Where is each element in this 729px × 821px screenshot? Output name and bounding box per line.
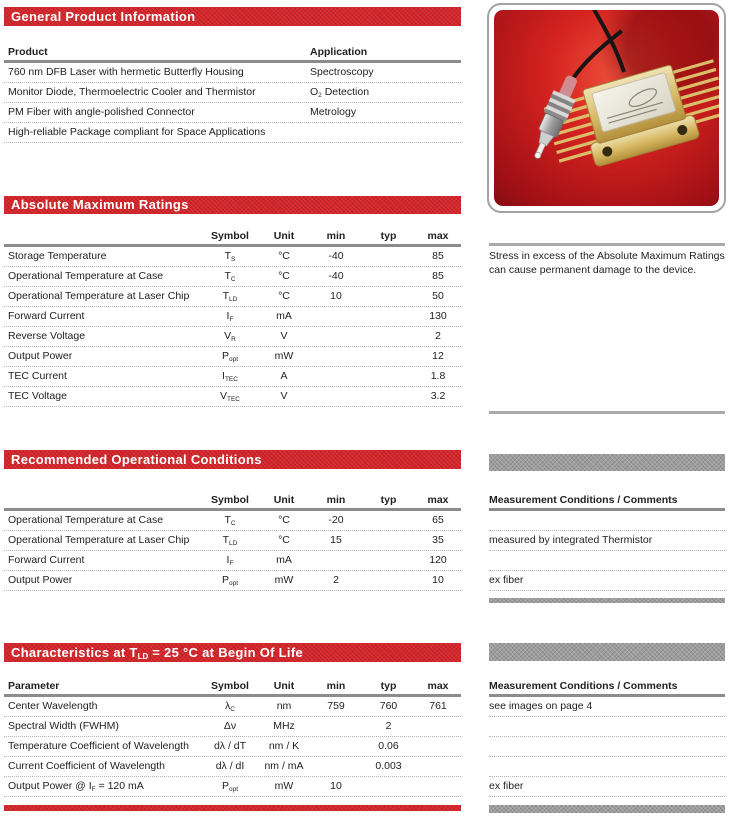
- symbol-cell: $V_R$: [224, 330, 236, 343]
- max-cell: 761: [429, 700, 447, 712]
- symbol-cell: Δν: [223, 720, 237, 732]
- comment-row: ex fiber: [489, 571, 725, 591]
- absolute-max-warning-note: Stress in excess of the Absolute Maximum Ratings can cause permanent damage to the device.: [489, 243, 725, 414]
- max-cell: 12: [432, 350, 444, 362]
- table-header-row: [4, 493, 461, 511]
- max-header: max: [427, 680, 449, 692]
- table-row: [4, 737, 461, 757]
- typ-cell: [362, 267, 415, 286]
- table-header-row: [4, 45, 461, 63]
- table-row: [4, 387, 461, 407]
- characteristics-comments-column: [489, 679, 725, 797]
- symbol-header: Symbol: [211, 680, 249, 692]
- symbol-cell: $T_S$: [224, 250, 236, 263]
- product-photo-canvas: [494, 10, 719, 206]
- parameter-cell: Temperature Coefficient of Wavelength: [8, 740, 189, 752]
- typ-cell: [362, 327, 415, 346]
- min-cell: -40: [328, 250, 344, 262]
- typ-cell: [362, 247, 415, 266]
- parameter-cell: Reverse Voltage: [8, 330, 86, 342]
- symbol-cell: $I_F$: [226, 310, 234, 323]
- symbol-cell: $T_{LD}$: [222, 534, 238, 547]
- min-cell: 10: [330, 290, 342, 302]
- typ-header: typ: [380, 230, 397, 242]
- comments-body: [489, 697, 725, 797]
- comments-body: [489, 511, 725, 591]
- table-row: [4, 63, 461, 83]
- table-row: [4, 367, 461, 387]
- max-cell: [415, 737, 461, 756]
- table-row: [4, 103, 461, 123]
- unit-cell: mW: [274, 574, 294, 586]
- table-body: [4, 247, 461, 407]
- min-cell: -40: [328, 270, 344, 282]
- recommended-comments-column: [489, 493, 725, 591]
- gray-section-bar: [489, 454, 725, 471]
- parameter-cell: TEC Current: [8, 370, 67, 382]
- application-cell: Metrology: [310, 106, 357, 118]
- symbol-cell: $\lambda_C$: [225, 700, 235, 713]
- max-header: max: [427, 494, 449, 506]
- min-cell: [310, 737, 362, 756]
- unit-cell: mW: [274, 350, 294, 362]
- comments-header: Measurement Conditions / Comments: [489, 493, 725, 511]
- unit-header: Unit: [273, 230, 295, 242]
- typ-cell: [362, 571, 415, 590]
- table-row: [4, 267, 461, 287]
- parameter-header: [4, 493, 202, 508]
- application-cell: [310, 123, 461, 142]
- min-cell: [310, 367, 362, 386]
- parameter-cell: Forward Current: [8, 554, 85, 566]
- unit-cell: nm: [276, 700, 292, 712]
- min-cell: [310, 327, 362, 346]
- unit-cell: nm / K: [268, 740, 300, 752]
- comment-row: [489, 757, 725, 777]
- symbol-cell: $P_{opt}$: [221, 780, 239, 793]
- general-product-table: [4, 45, 461, 143]
- max-cell: 120: [429, 554, 447, 566]
- max-cell: 2: [435, 330, 441, 342]
- application-header: Application: [310, 46, 368, 58]
- table-body: [4, 511, 461, 591]
- parameter-cell: TEC Voltage: [8, 390, 67, 402]
- characteristics-table: [4, 679, 461, 797]
- typ-header: typ: [380, 680, 397, 692]
- max-cell: 1.8: [430, 370, 446, 382]
- parameter-cell: Spectral Width (FWHM): [8, 720, 119, 732]
- table-body: [4, 63, 461, 143]
- min-header: min: [326, 680, 346, 692]
- max-cell: [415, 717, 461, 736]
- min-header: min: [326, 494, 346, 506]
- typ-cell: [362, 511, 415, 530]
- max-cell: 50: [432, 290, 444, 302]
- typ-cell: [362, 551, 415, 570]
- symbol-cell: $T_C$: [224, 514, 236, 527]
- typ-cell: [362, 387, 415, 406]
- typ-cell: [362, 287, 415, 306]
- symbol-header: Symbol: [211, 230, 249, 242]
- unit-cell: °C: [278, 290, 290, 302]
- section-banner-general-product-information: [4, 7, 461, 26]
- section-title: General Product Information: [11, 9, 196, 24]
- typ-cell: 760: [379, 700, 398, 712]
- absolute-maximum-ratings-table: [4, 229, 461, 407]
- parameter-cell: Output Power @ $I_F = 120$ mA: [8, 780, 144, 793]
- table-row: [4, 531, 461, 551]
- min-cell: 15: [330, 534, 342, 546]
- min-cell: -20: [328, 514, 344, 526]
- product-cell: High-reliable Package compliant for Space Applications: [8, 126, 266, 138]
- typ-cell: [362, 531, 415, 550]
- product-cell: PM Fiber with angle-polished Connector: [8, 106, 195, 118]
- max-header: max: [427, 230, 449, 242]
- parameter-cell: Storage Temperature: [8, 250, 107, 262]
- max-cell: 130: [429, 310, 447, 322]
- parameter-cell: Operational Temperature at Case: [8, 514, 164, 526]
- application-cell: $O_2$ Detection: [310, 86, 370, 99]
- min-cell: [310, 347, 362, 366]
- parameter-header: Parameter: [8, 680, 60, 692]
- symbol-cell: $I_F$: [226, 554, 234, 567]
- recommended-conditions-table: [4, 493, 461, 591]
- product-photo: [487, 3, 726, 213]
- symbol-cell: $I_{TEC}$: [222, 370, 238, 383]
- typ-cell: 0.06: [378, 740, 399, 752]
- gray-divider-bar: [489, 598, 725, 603]
- min-cell: [310, 717, 362, 736]
- table-row: [4, 247, 461, 267]
- table-row: [4, 697, 461, 717]
- max-cell: [415, 757, 461, 776]
- symbol-header: Symbol: [211, 494, 249, 506]
- table-row: [4, 777, 461, 797]
- unit-cell: °C: [278, 270, 290, 282]
- symbol-cell: $V_{TEC}$: [219, 390, 240, 403]
- section-banner-recommended-operational-conditions: [4, 450, 461, 469]
- red-closing-bar: [4, 805, 461, 811]
- symbol-cell: $T_{LD}$: [222, 290, 238, 303]
- unit-cell: V: [280, 330, 288, 342]
- unit-cell: MHz: [273, 720, 295, 732]
- unit-cell: mA: [276, 310, 292, 322]
- symbol-cell: $P_{opt}$: [221, 350, 239, 363]
- comments-header: Measurement Conditions / Comments: [489, 679, 725, 697]
- typ-cell: [362, 347, 415, 366]
- min-cell: [310, 757, 362, 776]
- max-cell: 3.2: [430, 390, 446, 402]
- gray-section-bar: [489, 643, 725, 661]
- parameter-cell: Current Coefficient of Wavelength: [8, 760, 165, 772]
- comment-row: ex fiber: [489, 777, 725, 797]
- parameter-cell: Center Wavelength: [8, 700, 98, 712]
- min-cell: 759: [327, 700, 345, 712]
- unit-cell: mA: [276, 554, 292, 566]
- symbol-cell: dλ / dI: [215, 760, 245, 772]
- min-cell: [310, 551, 362, 570]
- table-body: [4, 697, 461, 797]
- unit-cell: nm / mA: [264, 760, 304, 772]
- symbol-cell: $P_{opt}$: [221, 574, 239, 587]
- max-cell: 85: [432, 250, 444, 262]
- typ-header: typ: [380, 494, 397, 506]
- unit-cell: mW: [274, 780, 294, 792]
- parameter-cell: Output Power: [8, 350, 73, 362]
- table-row: [4, 123, 461, 143]
- comment-row: [489, 717, 725, 737]
- max-cell: 35: [432, 534, 444, 546]
- table-row: [4, 327, 461, 347]
- unit-cell: °C: [278, 534, 290, 546]
- max-cell: 85: [432, 270, 444, 282]
- section-banner-characteristics: [4, 643, 461, 662]
- typ-cell: [362, 777, 415, 796]
- table-row: [4, 83, 461, 103]
- min-cell: [310, 387, 362, 406]
- min-cell: 2: [333, 574, 339, 586]
- min-cell: [310, 307, 362, 326]
- parameter-cell: Forward Current: [8, 310, 85, 322]
- parameter-cell: Operational Temperature at Case: [8, 270, 164, 282]
- comment-row: measured by integrated Thermistor: [489, 531, 725, 551]
- comment-row: [489, 511, 725, 531]
- min-header: min: [326, 230, 346, 242]
- application-cell: Spectroscopy: [310, 66, 374, 78]
- max-cell: [415, 777, 461, 796]
- table-header-row: [4, 679, 461, 697]
- typ-cell: 2: [385, 720, 392, 732]
- typ-cell: [362, 307, 415, 326]
- comment-row: see images on page 4: [489, 697, 725, 717]
- typ-cell: [362, 367, 415, 386]
- table-row: [4, 571, 461, 591]
- table-row: [4, 307, 461, 327]
- parameter-cell: Operational Temperature at Laser Chip: [8, 290, 190, 302]
- table-row: [4, 347, 461, 367]
- symbol-cell: dλ / dT: [213, 740, 247, 752]
- section-title: Recommended Operational Conditions: [11, 452, 262, 467]
- table-row: [4, 511, 461, 531]
- symbol-cell: $T_C$: [224, 270, 236, 283]
- section-title: Absolute Maximum Ratings: [11, 197, 189, 212]
- unit-cell: °C: [278, 250, 290, 262]
- product-cell: 760 nm DFB Laser with hermetic Butterfly Housing: [8, 66, 244, 78]
- unit-cell: °C: [278, 514, 290, 526]
- min-cell: 10: [330, 780, 342, 792]
- gray-closing-bar: [489, 805, 725, 813]
- table-header-row: [4, 229, 461, 247]
- parameter-header: [4, 229, 202, 244]
- max-cell: 65: [432, 514, 444, 526]
- table-row: [4, 757, 461, 777]
- product-cell: Monitor Diode, Thermoelectric Cooler and Thermistor: [8, 86, 256, 98]
- typ-cell: 0.003: [375, 760, 402, 772]
- unit-header: Unit: [273, 494, 295, 506]
- comment-row: [489, 737, 725, 757]
- section-title: Characteristics at $T_{LD} = 25$ °C at Begin Of Life: [11, 645, 303, 662]
- product-header: Product: [8, 46, 48, 58]
- laser-module-illustration: [494, 10, 719, 204]
- parameter-cell: Output Power: [8, 574, 73, 586]
- table-row: [4, 287, 461, 307]
- unit-header: Unit: [273, 680, 295, 692]
- parameter-cell: Operational Temperature at Laser Chip: [8, 534, 190, 546]
- max-cell: 10: [432, 574, 444, 586]
- section-banner-absolute-maximum-ratings: [4, 196, 461, 214]
- table-row: [4, 551, 461, 571]
- unit-cell: A: [280, 370, 288, 382]
- table-row: [4, 717, 461, 737]
- unit-cell: V: [280, 390, 288, 402]
- comment-row: [489, 551, 725, 571]
